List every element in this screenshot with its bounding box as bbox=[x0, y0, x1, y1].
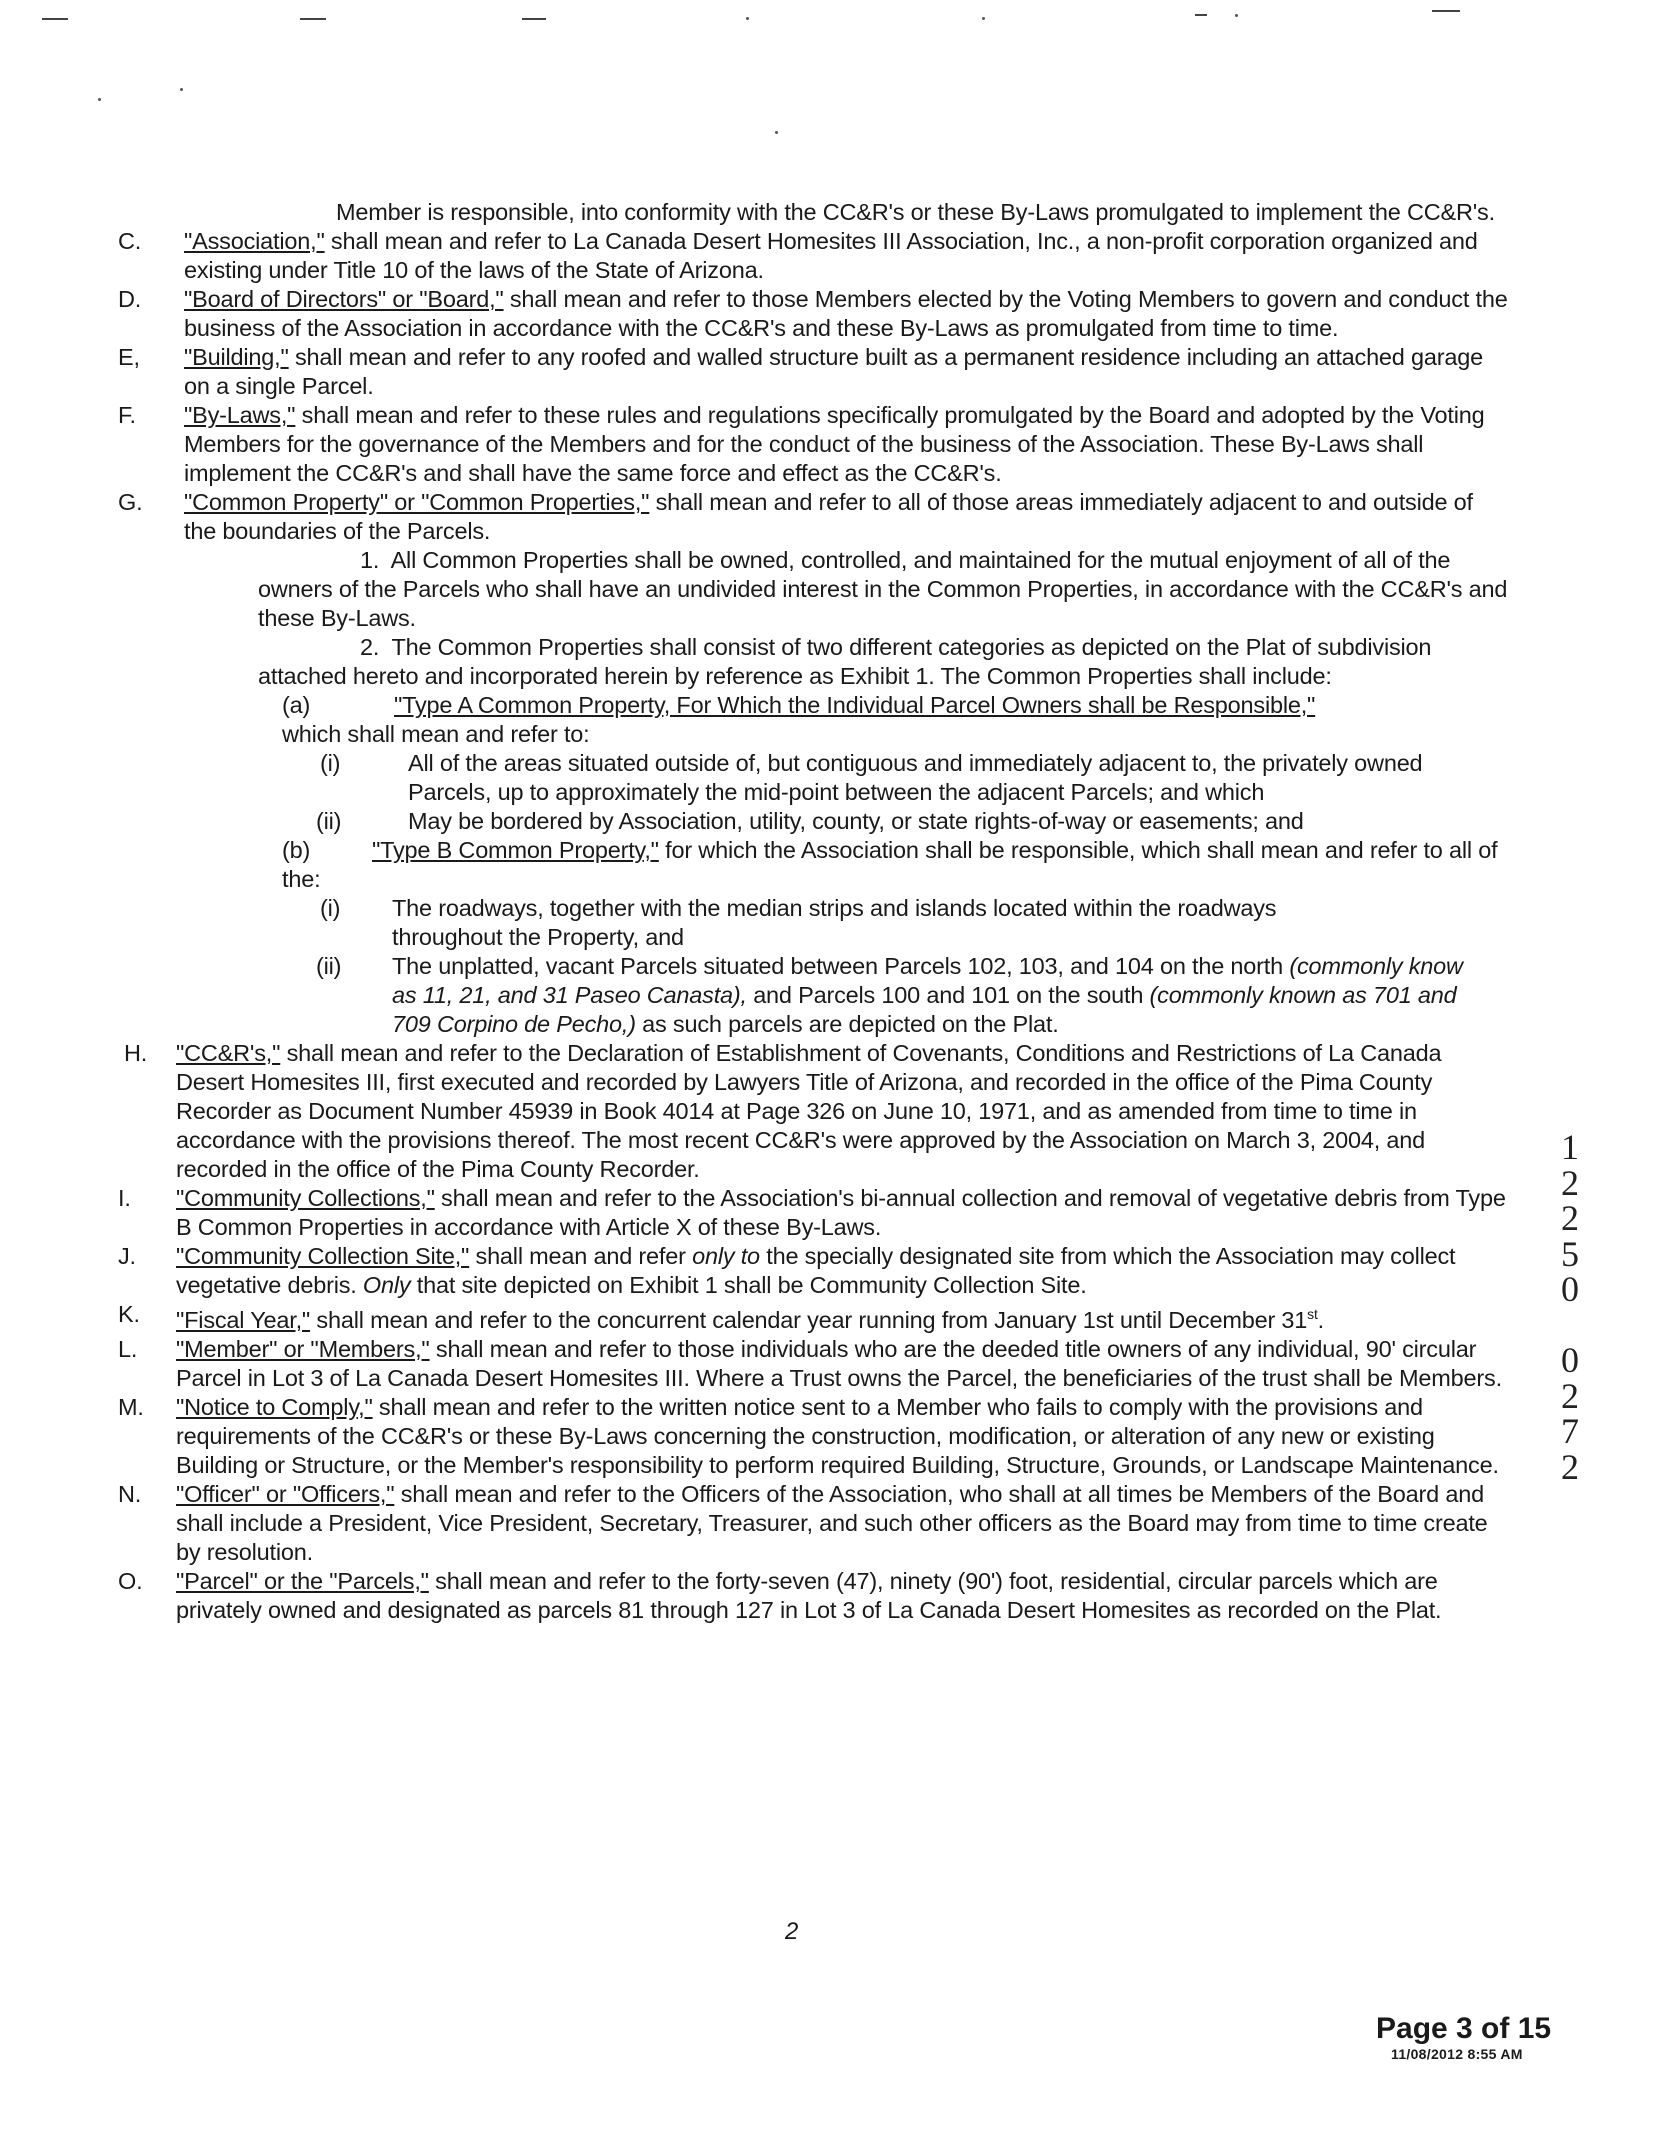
roman-text-italic: (commonly known as 701 and 709 Corpino de Pecho,) bbox=[392, 982, 1457, 1037]
definition-text-italic: only to bbox=[692, 1243, 760, 1269]
definition-common-property bbox=[110, 488, 1510, 546]
common-property-item-1 bbox=[110, 546, 1510, 633]
roman-text-italic: (commonly know as 11, 21, and 31 Paseo Canasta), bbox=[392, 953, 1463, 1008]
common-property-item-2 bbox=[110, 633, 1510, 691]
definition-text: shall mean and refer to these rules and regulations specifically promulgated by the Board and adopted by the Voting Members for the governance of the Members and for the conduct of the business of the Association. These By-Laws shall implement the CC&R's and shall have the same force and effect as the CC&R's. bbox=[184, 402, 1485, 486]
definition-by-laws bbox=[110, 401, 1510, 488]
page-counter: Page 3 of 15 bbox=[1376, 2012, 1552, 2045]
type-a-item-i bbox=[110, 749, 1510, 807]
definition-letter: L. bbox=[118, 1335, 138, 1362]
definition-community-collection-site bbox=[110, 1242, 1510, 1300]
definition-text: shall mean and refer to all of those areas immediately adjacent to and outside of the boundaries of the Parcels. bbox=[184, 489, 1473, 544]
defined-term: "Fiscal Year," bbox=[176, 1306, 311, 1333]
defined-term: "Building," bbox=[184, 344, 289, 370]
document-body bbox=[110, 198, 1510, 1625]
scan-mark bbox=[1195, 14, 1207, 16]
item-number: 2. bbox=[360, 634, 380, 660]
definition-text-italic: Only bbox=[362, 1272, 411, 1298]
scan-dot bbox=[1235, 14, 1238, 17]
roman-text: May be bordered by Association, utility, county, or state rights-of-way or easements; and bbox=[408, 808, 1304, 834]
defined-term: "Member" or "Members," bbox=[176, 1335, 430, 1362]
definition-letter: G. bbox=[118, 489, 143, 515]
definition-letter: K. bbox=[118, 1301, 140, 1327]
definition-notice-to-comply bbox=[110, 1393, 1510, 1480]
definition-parcel bbox=[110, 1567, 1510, 1625]
scan-dot bbox=[775, 131, 778, 134]
roman-text: The roadways, together with the median strips and islands located within the roadways throughout the Property, and bbox=[392, 895, 1277, 950]
type-b-item-i bbox=[110, 894, 1510, 952]
sub-item-text: for which the Association shall be responsible, which shall mean and refer to all of the: bbox=[282, 837, 1498, 892]
definition-letter: H. bbox=[124, 1040, 148, 1066]
roman-text: as such parcels are depicted on the Plat. bbox=[635, 1011, 1059, 1037]
definition-letter: E, bbox=[118, 344, 140, 370]
roman-text: The unplatted, vacant Parcels situated between Parcels 102, 103, and 104 on the north bbox=[392, 953, 1290, 979]
definition-letter: J. bbox=[118, 1243, 136, 1269]
definition-text: Member is responsible, into conformity with the CC&R's or these By-Laws promulgated to implement the CC&R's. bbox=[336, 199, 1495, 225]
scan-mark bbox=[42, 18, 68, 20]
defined-term: "Type A Common Property, For Which the Individual Parcel Owners shall be Responsible," bbox=[394, 692, 1316, 718]
definition-text: shall mean and refer to those Members elected by the Voting Members to govern and conduct the business of the Association in accordance with the CC&R's and these By-Laws as promulgated from time to time. bbox=[184, 286, 1508, 341]
defined-term: "Parcel" or the "Parcels," bbox=[176, 1567, 429, 1594]
definition-ccrs bbox=[110, 1039, 1510, 1184]
definition-text: shall mean and refer to those individuals who are the deeded title owners of any individual, 90' circular Parcel in Lot 3 of La Canada Desert Homesites III. Where a Trust owns the Parcel, the beneficiaries of the trust shall be Members. bbox=[176, 1335, 1502, 1391]
scan-mark bbox=[522, 18, 546, 20]
definition-text: shall mean and refer to the concurrent calendar year running from January 1st until December 31 bbox=[310, 1306, 1308, 1333]
definition-letter: D. bbox=[118, 286, 142, 312]
definition-text: shall mean and refer to any roofed and walled structure built as a permanent residence including an attached garage on a single Parcel. bbox=[184, 344, 1483, 399]
definition-letter: M. bbox=[118, 1393, 144, 1420]
definition-text: shall mean and refer to the Association's bi-annual collection and removal of vegetative debris from Type B Common Properties in accordance with Article X of these By-Laws. bbox=[176, 1185, 1506, 1240]
roman-numeral: (i) bbox=[320, 895, 341, 921]
definition-member bbox=[110, 1335, 1510, 1393]
scan-dot bbox=[98, 98, 101, 101]
roman-numeral: (ii) bbox=[316, 953, 342, 979]
defined-term: "Common Property" or "Common Properties," bbox=[184, 489, 650, 515]
definition-building bbox=[110, 343, 1510, 401]
definition-fiscal-year: K. "Fiscal Year," shall mean and refer to the concurrent calendar year running from January 1st until December 31st. bbox=[110, 1300, 1510, 1335]
definition-text: shall mean and refer bbox=[469, 1243, 693, 1269]
definition-officer bbox=[110, 1480, 1510, 1567]
defined-term: "Community Collections," bbox=[176, 1185, 435, 1211]
definition-text: shall mean and refer to the Officers of the Association, who shall at all times be Members of the Board and shall include a President, Vice President, Secretary, Treasurer, and such other officers as the Board may from time to time create by resolution. bbox=[176, 1480, 1488, 1565]
item-text: All Common Properties shall be owned, controlled, and maintained for the mutual enjoyment of all of the owners of the Parcels who shall have an undivided interest in the Common Properties, in accordance with the CC&R's and these By-Laws. bbox=[258, 547, 1508, 631]
definition-text: shall mean and refer to the forty-seven (47), ninety (90') foot, residential, circular parcels which are privately owned and designated as parcels 81 through 127 in Lot 3 of La Canada Desert Homesites as recorded on the Plat. bbox=[176, 1567, 1442, 1623]
scan-mark bbox=[300, 18, 326, 20]
print-timestamp: 11/08/2012 8:55 AM bbox=[1391, 2046, 1523, 2062]
defined-term: "Type B Common Property," bbox=[372, 837, 659, 863]
definition-text: shall mean and refer to La Canada Desert Homesites III Association, Inc., a non-profit corporation organized and existing under Title 10 of the laws of the State of Arizona. bbox=[184, 228, 1478, 283]
sub-item-text: which shall mean and refer to: bbox=[282, 721, 590, 747]
definition-community-collections bbox=[110, 1184, 1510, 1242]
item-number: 1. bbox=[360, 547, 380, 573]
roman-numeral: (ii) bbox=[316, 808, 342, 834]
defined-term: "CC&R's," bbox=[176, 1040, 281, 1066]
defined-term: "By-Laws," bbox=[184, 402, 296, 428]
definition-association bbox=[110, 227, 1510, 285]
type-a-item-ii bbox=[110, 807, 1510, 836]
sub-item-tag: (b) bbox=[282, 837, 311, 863]
definition-letter: I. bbox=[118, 1185, 131, 1211]
definition-text: shall mean and refer to the Declaration of Establishment of Covenants, Conditions and Restrictions of La Canada Desert Homesites III, first executed and recorded by Lawyers Title of Arizona, and recorded in the office of the Pima County Recorder as Document Number 45939 in Book 4014 at Page 326 on June 10, 1971, and as amended from time to time in accordance with the provisions thereof. The most recent CC&R's were approved by the Association on March 3, 2004, and recorded in the office of the Pima County Recorder. bbox=[176, 1040, 1442, 1182]
roman-numeral: (i) bbox=[320, 750, 341, 776]
roman-text: All of the areas situated outside of, but contiguous and immediately adjacent to, the privately owned Parcels, up to approximately the mid-point between the adjacent Parcels; and which bbox=[408, 750, 1423, 805]
superscript: st bbox=[1307, 1306, 1318, 1322]
definition-text: the specially designated site from which the Association may collect vegetative debris. bbox=[176, 1243, 1456, 1298]
defined-term: "Community Collection Site," bbox=[176, 1243, 470, 1269]
scan-mark bbox=[1432, 10, 1460, 12]
definition-letter: C. bbox=[118, 228, 142, 254]
recording-stamp: 1 2 2 5 0 0 2 7 2 bbox=[1561, 1127, 1579, 1487]
definition-text: that site depicted on Exhibit 1 shall be Community Collection Site. bbox=[410, 1272, 1087, 1298]
defined-term: "Notice to Comply," bbox=[176, 1393, 373, 1420]
scan-dot bbox=[746, 17, 749, 20]
page-number: 2 bbox=[785, 1918, 799, 1945]
definition-letter: O. bbox=[118, 1567, 143, 1594]
definition-letter: N. bbox=[118, 1480, 142, 1507]
type-a-common-property bbox=[110, 691, 1510, 749]
scan-dot bbox=[982, 17, 985, 20]
scan-dot bbox=[180, 88, 183, 91]
type-b-common-property bbox=[110, 836, 1510, 894]
definition-board bbox=[110, 285, 1510, 343]
definition-letter: F. bbox=[118, 402, 136, 428]
roman-text: and Parcels 100 and 101 on the south bbox=[746, 982, 1150, 1008]
definition-text: shall mean and refer to the written notice sent to a Member who fails to comply with the provisions and requirements of the CC&R's or these By-Laws concerning the construction, modification, or alteration of any new or existing Building or Structure, or the Member's responsibility to perform required Building, Structure, Grounds, or Landscape Maintenance. bbox=[176, 1393, 1499, 1478]
definition-b-continuation bbox=[110, 198, 1510, 227]
item-text: The Common Properties shall consist of two different categories as depicted on the Plat of subdivision attached hereto and incorporated herein by reference as Exhibit 1. The Common Properties shall include: bbox=[258, 634, 1432, 689]
defined-term: "Officer" or "Officers," bbox=[176, 1480, 395, 1507]
defined-term: "Association," bbox=[184, 228, 325, 254]
type-b-item-ii bbox=[110, 952, 1510, 1039]
sub-item-tag: (a) bbox=[282, 692, 311, 718]
defined-term: "Board of Directors" or "Board," bbox=[184, 286, 504, 312]
